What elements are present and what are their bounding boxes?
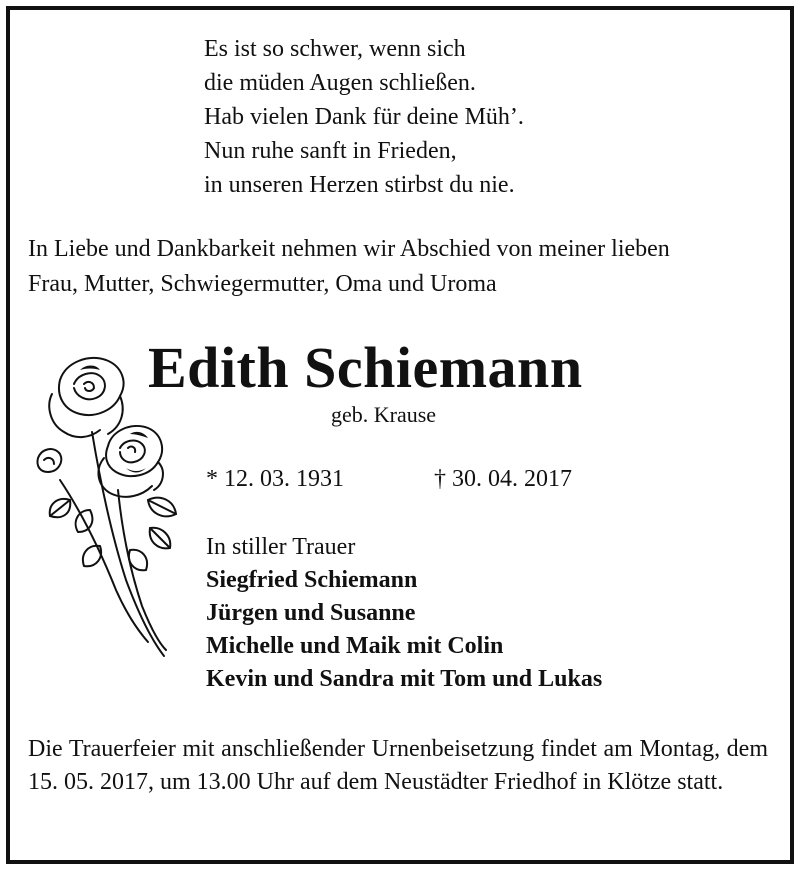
roses-icon [30,350,182,662]
mourners [206,531,602,696]
birth-date: * 12. 03. 1931 [206,466,344,492]
mourner-name: Kevin und Sandra mit Tom und Lukas [206,666,603,692]
birth-name: geb. Krause [331,402,437,427]
poem-line: Es ist so schwer, wenn sich [204,36,466,62]
intro-line: In Liebe und Dankbarkeit nehmen wir Abschied von meiner lieben [28,236,670,262]
mourning-heading: In stiller Trauer [206,534,356,560]
poem-line: Hab vielen Dank für deine Müh’. [204,104,524,130]
intro-line: Frau, Mutter, Schwiegermutter, Oma und Uroma [28,271,497,297]
death-date: † 30. 04. 2017 [434,466,572,492]
farewell-intro [28,232,670,302]
mourner-name: Siegfried Schiemann [206,567,418,593]
service-notice: Die Trauerfeier mit anschließender Urnenbeisetzung findet am Montag, dem 15. 05. 2017, um 13.00 Uhr auf dem Neustädter Friedhof in Klötze statt. [28,736,768,795]
poem [204,32,524,202]
poem-line: Nun ruhe sanft in Frieden, [204,138,457,164]
mourner-name: Michelle und Maik mit Colin [206,633,504,659]
poem-line: die müden Augen schließen. [204,70,476,96]
poem-line: in unseren Herzen stirbst du nie. [204,172,515,198]
life-dates [206,466,572,493]
deceased-name: Edith Schiemann [148,335,583,400]
mourner-name: Jürgen und Susanne [206,600,416,626]
